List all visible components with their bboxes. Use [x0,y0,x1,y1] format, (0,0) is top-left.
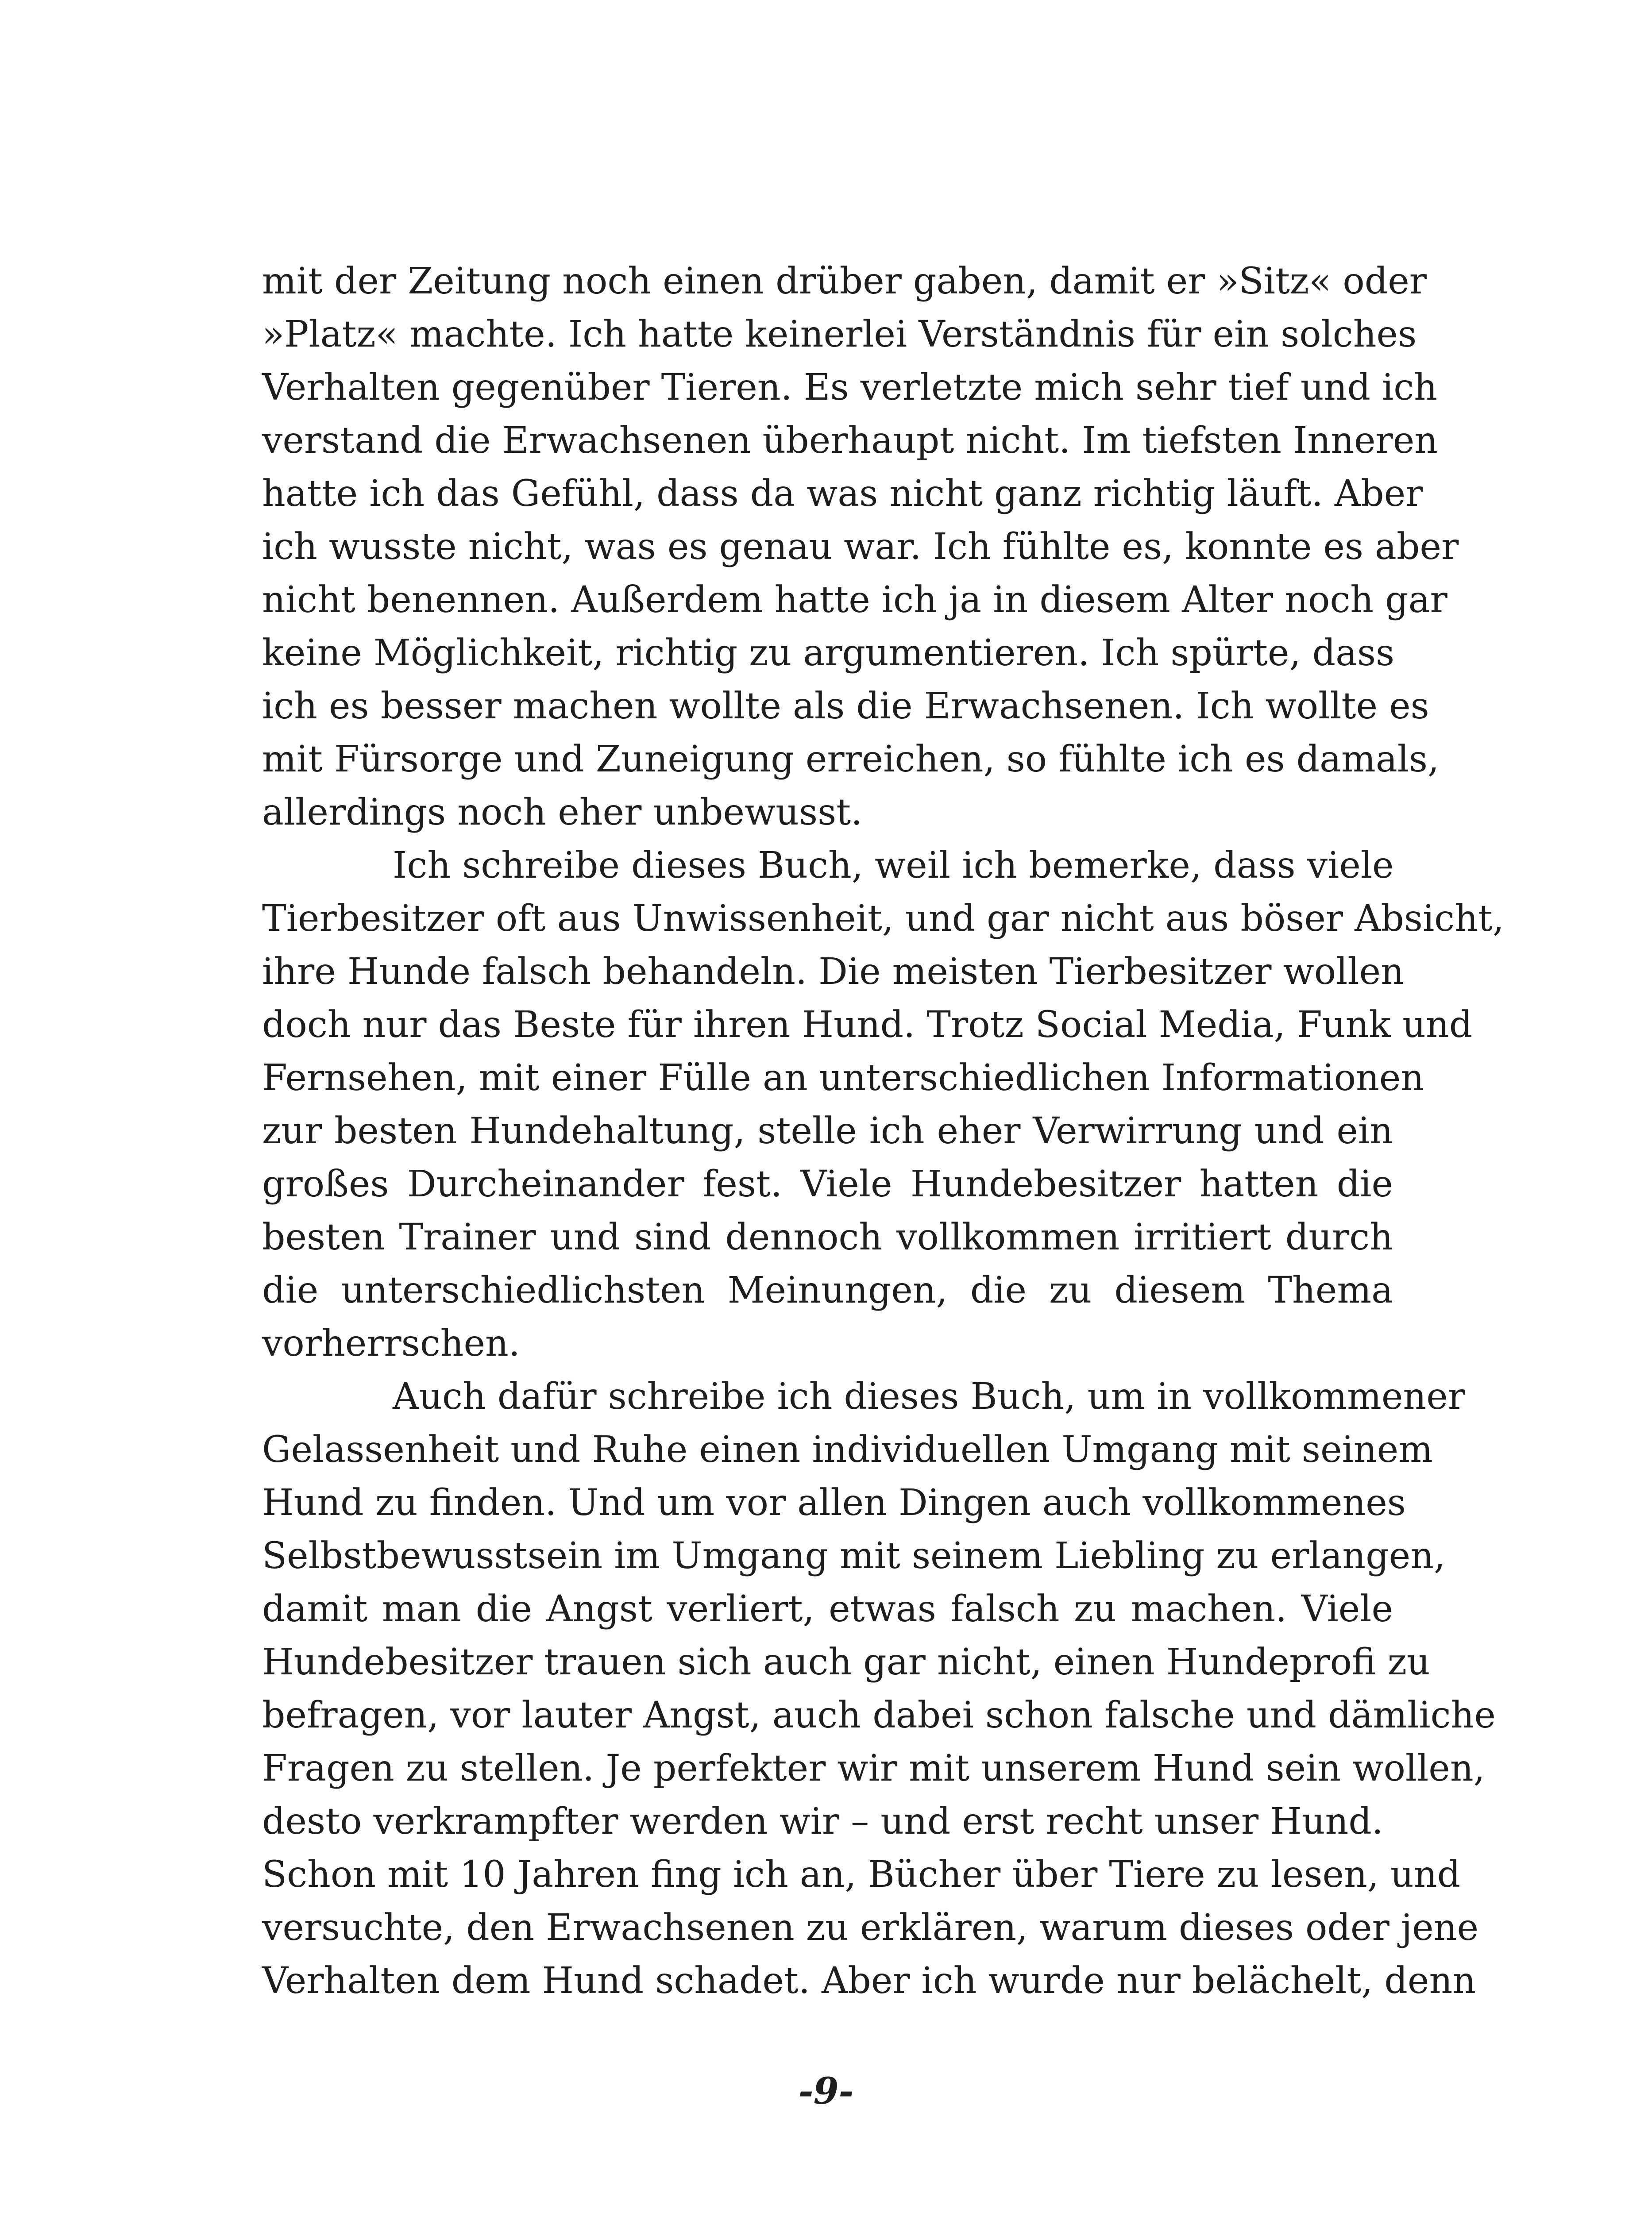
text-line: verstand die Erwachsenen überhaupt nicht. Im tiefsten Inneren [262,420,1438,462]
text-line: Auch dafür schreibe ich dieses Buch, um in vollkommener [393,1376,1465,1418]
text-line: Fernsehen, mit einer Fülle an unterschiedlichen Informationen [262,1057,1424,1099]
paragraph [262,255,1459,839]
text-line: damit man die Angst verliert, etwas falsch zu machen. Viele [262,1588,1393,1630]
text-line: zur besten Hundehaltung, stelle ich eher Verwirrung und ein [262,1110,1393,1152]
text-line: Hundebesitzer trauen sich auch gar nicht, einen Hundeprofi zu [262,1641,1430,1683]
paragraph [262,1370,1496,1848]
paragraph [262,1848,1479,2008]
text-line: Hund zu finden. Und um vor allen Dingen auch vollkommenes [262,1482,1406,1524]
text-line: nicht benennen. Außerdem hatte ich ja in diesem Alter noch gar [262,579,1447,621]
text-line: hatte ich das Gefühl, dass da was nicht ganz richtig läuft. Aber [262,473,1423,515]
text-line: versuchte, den Erwachsenen zu erklären, warum dieses oder jene [262,1907,1479,1949]
text-line: doch nur das Beste für ihren Hund. Trotz Social Media, Funk und [262,1004,1473,1046]
text-line: Verhalten gegenüber Tieren. Es verletzte mich sehr tief und ich [262,366,1437,409]
text-line: keine Möglichkeit, richtig zu argumentieren. Ich spürte, dass [262,632,1395,674]
text-line: allerdings noch eher unbewusst. [262,791,863,833]
text-line: Schon mit 10 Jahren fing ich an, Bücher über Tiere zu lesen, und [262,1854,1461,1896]
text-line: Gelassenheit und Ruhe einen individuellen Umgang mit seinem [262,1429,1433,1471]
text-line: Verhalten dem Hund schadet. Aber ich wurde nur belächelt, denn [262,1960,1476,2002]
text-line: die unterschiedlichsten Meinungen, die zu diesem Thema [262,1269,1393,1311]
text-line: mit der Zeitung noch einen drüber gaben, damit er »Sitz« oder [262,260,1427,302]
text-line: desto verkrampfter werden wir – und erst recht unser Hund. [262,1800,1383,1843]
text-line: Tierbesitzer oft aus Unwissenheit, und gar nicht aus böser Absicht, [262,898,1504,940]
text-line: vorherrschen. [262,1322,520,1365]
text-line: mit Fürsorge und Zuneigung erreichen, so fühlte ich es damals, [262,738,1440,780]
text-line: großes Durcheinander fest. Viele Hundebesitzer hatten die [262,1163,1393,1205]
paragraph [262,839,1504,1370]
text-line: Fragen zu stellen. Je perfekter wir mit unserem Hund sein wollen, [262,1747,1485,1789]
page-number: -9- [798,2070,854,2113]
body-text [262,255,1504,2008]
text-line: ihre Hunde falsch behandeln. Die meisten Tierbesitzer wollen [262,951,1404,993]
text-line: »Platz« machte. Ich hatte keinerlei Verständnis für ein solches [262,313,1417,355]
text-line: Selbstbewusstsein im Umgang mit seinem Liebling zu erlangen, [262,1535,1446,1577]
text-line: besten Trainer und sind dennoch vollkommen irritiert durch [262,1216,1393,1258]
text-line: befragen, vor lauter Angst, auch dabei schon falsche und dämliche [262,1694,1496,1736]
text-line: Ich schreibe dieses Buch, weil ich bemerke, dass viele [393,844,1394,887]
text-line: ich wusste nicht, was es genau war. Ich fühlte es, konnte es aber [262,526,1459,568]
text-line: ich es besser machen wollte als die Erwachsenen. Ich wollte es [262,685,1429,727]
